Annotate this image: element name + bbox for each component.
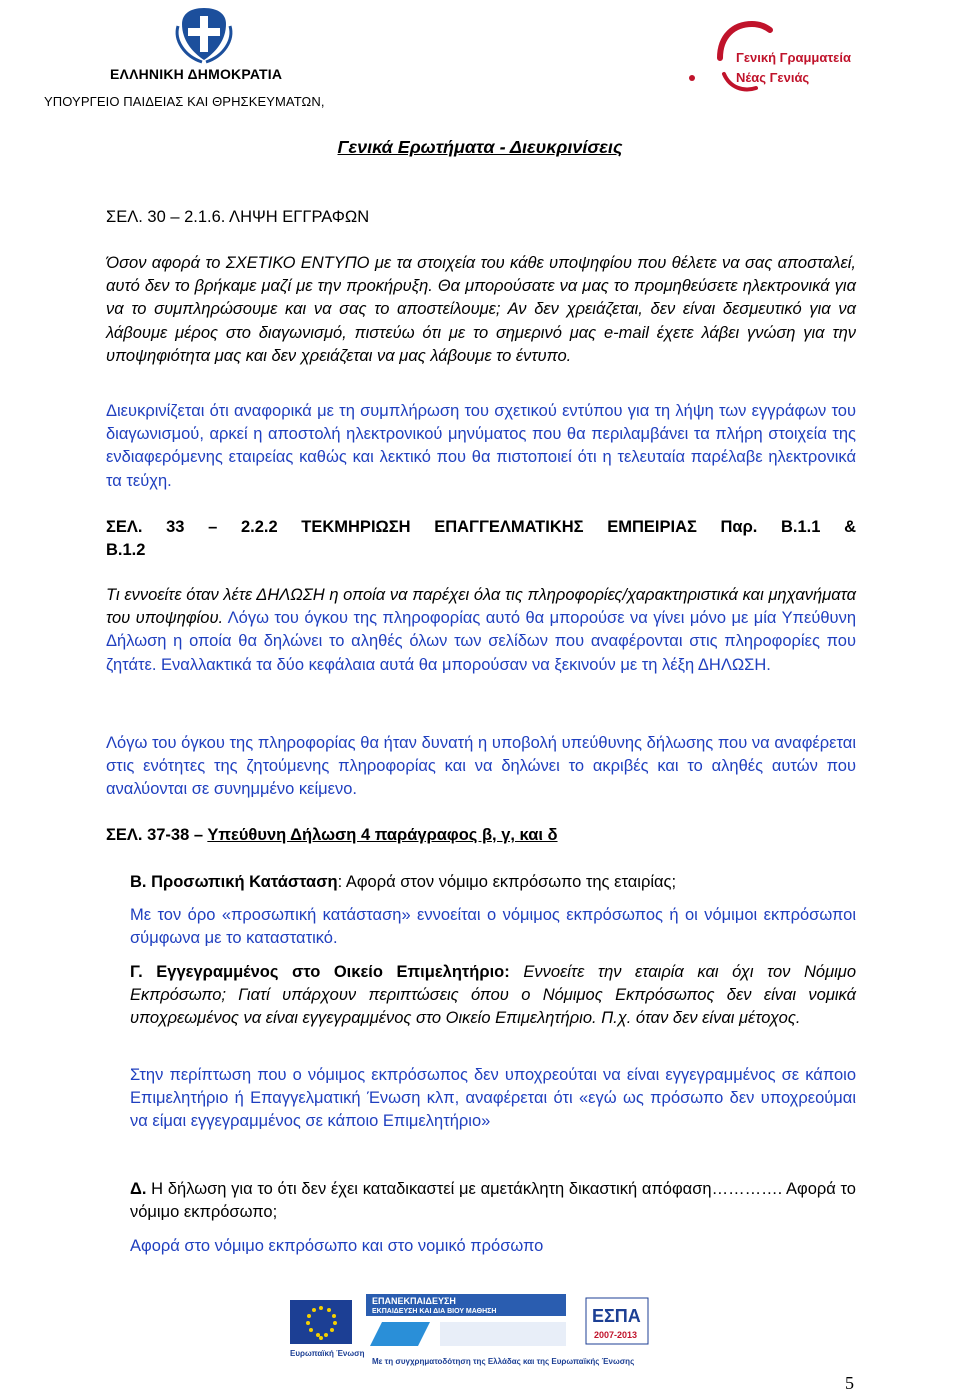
item-b-label: Β. Προσωπική Κατάσταση <box>130 873 338 891</box>
section-2-heading-line2: Β.1.2 <box>106 541 146 559</box>
logo-line-2: Νέας Γενιάς <box>736 70 810 85</box>
eu-label: Ευρωπαϊκή Ένωση <box>290 1349 365 1358</box>
item-d-question <box>130 1178 856 1224</box>
section-2-answer: Λόγω του όγκου της πληροφορίας θα ήταν δυνατή η υποβολή υπεύθυνης δήλωσης που να αναφέρεται στις ενότητες της ζητούμενης πληροφορίας και να δηλώνει το ακριβές και το αληθές αυτών που αναλύονται σε συνημμένο κείμενο. <box>106 734 856 799</box>
section-2-heading-line1: ΣΕΛ. 33 – 2.2.2 ΤΕΚΜΗΡΙΩΣΗ ΕΠΑΓΓΕΛΜΑΤΙΚΗΣ ΕΜΠΕΙΡΙΑΣ Παρ. Β.1.1 & <box>106 518 856 536</box>
section-3-heading <box>106 824 866 847</box>
eu-funding-logos-icon <box>290 1294 660 1368</box>
item-d-label: Δ. <box>130 1180 147 1198</box>
section-1-answer: Διευκρινίζεται ότι αναφορικά με τη συμπλήρωση του σχετικού εντύπου για τη λήψη των εγγράφων του διαγωνισμού, αρκεί η αποστολή ηλεκτρονικού μηνύματος που θα περιλαμβάνει τα πλήρη στοιχεία της ενδιαφερόμενης εταιρείας καθώς και λεκτικό που θα πιστοποιεί ότι η τελευταία παρέλαβε ηλεκτρονικά τα τεύχη. <box>106 402 856 490</box>
item-b-answer: Με τον όρο «προσωπική κατάσταση» εννοείται ο νόμιμος εκπρόσωπος ή οι νόμιμοι εκπρόσωποι σύμφωνα με το καταστατικό. <box>130 906 856 948</box>
section-1-heading: ΣΕΛ. 30 – 2.1.6. ΛΗΨΗ ΕΓΓΡΑΦΩΝ <box>106 208 370 226</box>
section-2-question <box>106 584 856 677</box>
item-d-answer: Αφορά στο νόμιμο εκπρόσωπο και στο νομικό πρόσωπο <box>130 1237 544 1255</box>
section-2-question-part1: Τι εννοείτε όταν λέτε ΔΗΛΩΣΗ η οποία να παρέχει όλα τις πληροφορίες/χαρακτηριστικά και μηχανήματα του υποψηφίου. <box>106 586 856 628</box>
espa-years: 2007-2013 <box>594 1330 638 1340</box>
espa-logo-text: ΕΣΠΑ <box>592 1306 641 1326</box>
item-b-text: : Αφορά στον νόμιμο εκπρόσωπο της εταιρίας; <box>337 873 677 891</box>
footer-cofinancing-line: Με τη συγχρηματοδότηση της Ελλάδας και της Ευρωπαϊκής Ένωσης <box>372 1357 635 1366</box>
item-b-question <box>130 871 860 894</box>
item-d-text: Η δήλωση για το ότι δεν έχει καταδικαστεί με αμετάκλητη δικαστική απόφαση…………. Αφορά το νόμιμο εκπρόσωπο; <box>130 1180 856 1222</box>
item-g-text: Εννοείτε την εταιρία και όχι τον Νόμιμο Εκπρόσωπο; Γιατί υπάρχουν περιπτώσεις όπου ο Νόμιμος Εκπρόσωπος δεν είναι νομικά υποχρεωμένος να είναι εγγεγραμμένος στο Οικείο Επιμελητήριο. Π.χ. όταν δεν είναι μέτοχος. <box>130 963 856 1028</box>
section-3-heading-main: Υπεύθυνη Δήλωση 4 παράγραφος β, γ, και δ <box>207 826 558 844</box>
greek-coat-of-arms-icon <box>172 4 236 64</box>
section-2-question-part2: Λόγω του όγκου της πληροφορίας αυτό θα μπορούσε να γίνει μόνο με μία Υπεύθυνη Δήλωση η οποία θα δηλώνει το αληθές όλων των σελίδων που αναφέρονται στις πληροφορίες που ζητάτε. Εναλλακτικά τα δύο κεφάλαια αυτά θα μπορούσαν να ξεκινούν με τη λέξη ΔΗΛΩΣΗ. <box>106 609 856 674</box>
footer-logo-sub: ΕΚΠΑΙΔΕΥΣΗ ΚΑΙ ΔΙΑ ΒΙΟΥ ΜΑΘΗΣΗ <box>372 1308 497 1315</box>
header-republic: ΕΛΛΗΝΙΚΗ ΔΗΜΟΚΡΑΤΙΑ <box>110 66 283 82</box>
item-g-answer: Στην περίπτωση που ο νόμιμος εκπρόσωπος δεν υποχρεούται να είναι εγγεγραμμένος σε κάποιο Επιμελητήριο ή Επαγγελματική Ένωση κλπ, αναφέρεται ότι «εγώ ως πρόσωπο δεν υποχρεούμαι να είμαι εγγεγραμμένος σε κάποιο Επιμελητήριο» <box>130 1066 856 1131</box>
page-title-text: Γενικά Ερωτήματα - Διευκρινίσεις <box>337 137 623 157</box>
section-3-heading-prefix: ΣΕΛ. 37-38 – <box>106 826 208 844</box>
footer-logo-top: ΕΠΑΝΕΚΠΑΙΔΕΥΣΗ <box>372 1296 456 1306</box>
page-number: 5 <box>845 1373 854 1393</box>
item-g-question <box>130 961 856 1031</box>
section-1-question: Όσον αφορά το ΣΧΕΤΙΚΟ ΕΝΤΥΠΟ με τα στοιχεία του κάθε υποψηφίου που θέλετε να σας αποσταλεί, αυτό δεν το βρήκαμε μαζί με την προκήρυξη. Θα μπορούσατε να μας το προμηθεύσετε ηλεκτρονικά για να το συμπληρώσουμε και να σας το αποστείλουμε; Αν δεν χρειάζεται, δεν είναι δεσμευτικό για να λάβουμε μέρος στο διαγωνισμό, πιστεύω ότι με το σημερινό μας e-mail έχετε λάβει γνώση για την υποψηφιότητα μας και δεν χρειάζεται να μας λάβουμε το έντυπο. <box>106 254 856 365</box>
page-title <box>0 137 960 158</box>
logo-line-1: Γενική Γραμματεία <box>736 50 851 65</box>
item-g-label: Γ. Εγγεγραμμένος στο Οικείο Επιμελητήριο: <box>130 963 510 981</box>
header-ministry: ΥΠΟΥΡΓΕΙΟ ΠΑΙΔΕΙΑΣ ΚΑΙ ΘΡΗΣΚΕΥΜΑΤΩΝ, <box>44 94 325 109</box>
